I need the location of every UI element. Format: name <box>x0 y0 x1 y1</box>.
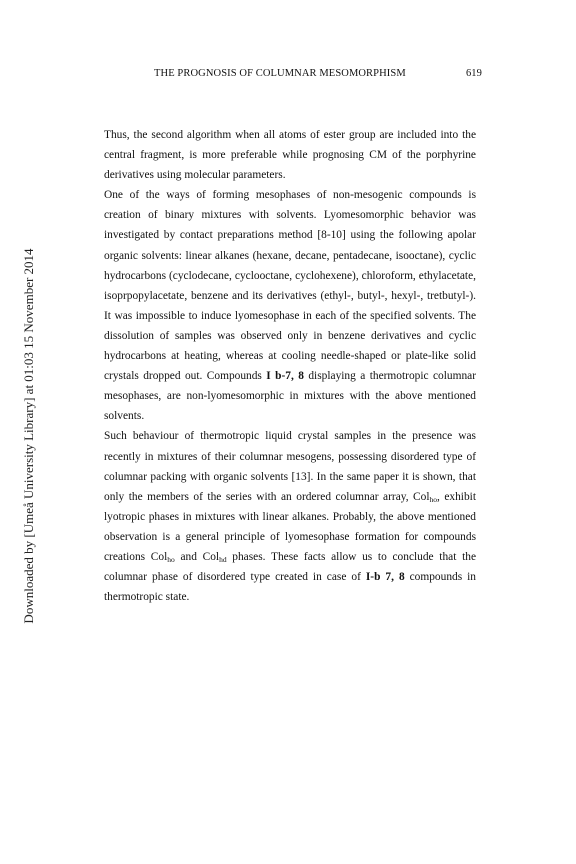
paragraph-2-text-a: One of the ways of forming mesophases of non-mesogenic compounds is creation of binary mixtures with solvents. Lyomesomorphic behavior was investigated by contact preparations method [8-10] using the following apolar organic solvents: linear alkanes (hexane, decane, pentadecane, isooctane), cyclic hydrocarbons (cyclodecane, cyclooctane, cyclohexene), chloroform, ethylacetate, isoprpopylacetate, benzene and its derivatives (ethyl-, butyl-, hexyl-, tretbutyl-). It was impossible to induce lyomesophase in each of the specified solvents. The dissolution of samples was observed only in benzene derivatives and cyclic hydrocarbons at heating, whereas at cooling needle-shaped or plate-like solid crystals dropped out. Compounds <box>104 189 476 383</box>
paragraph-3-text-a: Such behaviour of thermotropic liquid crystal samples in the presence was recently in mixtures of their columnar mesogens, possessing disordered type of columnar packing with organic solvents [13]. In the same paper it is shown, that only the members of the series with an ordered columnar array, Col <box>104 430 476 503</box>
download-watermark: Downloaded by [Umeå University Library] at 01:03 15 November 2014 <box>21 248 36 624</box>
subscript-ho: ho <box>429 494 438 504</box>
body-text <box>104 125 476 607</box>
paragraph-3-text-c: and Col <box>174 550 220 563</box>
subscript-ho: ho <box>167 554 175 564</box>
compound-reference: I-b 7, 8 <box>365 571 405 584</box>
subscript-hd: hd <box>219 554 227 564</box>
paragraph-3 <box>104 426 476 607</box>
paragraph-2-text-b: displaying a thermotropic columnar mesophases, are non-lyomesomorphic in mixtures with the above mentioned solvents. <box>104 370 476 423</box>
paragraph-1: Thus, the second algorithm when all atoms of ester group are included into the central fragment, is more preferable while prognosing CM of the porphyrine derivatives using molecular parameters. <box>104 129 476 182</box>
page-number: 619 <box>465 68 482 79</box>
compound-reference: I b-7, 8 <box>266 370 304 383</box>
paragraph-3-text-e: compounds in thermotropic state. <box>104 571 476 604</box>
paragraph-3-text-d: phases. These facts allow us to conclude that the columnar phase of disordered type created in case of <box>104 550 476 584</box>
running-header-title: THE PROGNOSIS OF COLUMNAR MESOMORPHISM <box>154 68 406 79</box>
paragraph-3-text-b: , exhibit lyotropic phases in mixtures with linear alkanes. Probably, the above mentioned observation is a general principle of lyomesophase formation for compounds creations Col <box>104 490 476 563</box>
paragraph-2 <box>104 185 476 426</box>
